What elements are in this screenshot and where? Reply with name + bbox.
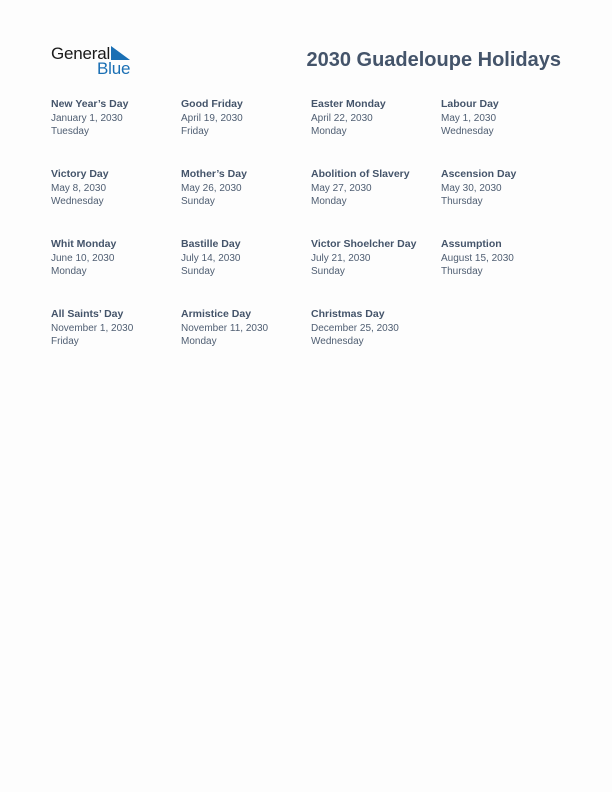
- holiday-item: [441, 168, 571, 238]
- holiday-weekday: Sunday: [181, 196, 215, 207]
- holiday-name: Assumption: [441, 238, 502, 250]
- holiday-weekday: Wednesday: [311, 336, 364, 347]
- holiday-item: [51, 238, 181, 308]
- holiday-name: Good Friday: [181, 98, 243, 110]
- holiday-item: [311, 168, 441, 238]
- holiday-name: Easter Monday: [311, 98, 386, 110]
- holiday-item: [181, 308, 311, 378]
- holiday-weekday: Wednesday: [441, 126, 494, 137]
- holiday-item: [51, 98, 181, 168]
- holiday-item: [311, 98, 441, 168]
- holiday-name: Bastille Day: [181, 238, 241, 250]
- holiday-date: July 21, 2030: [311, 252, 371, 264]
- holiday-date: August 15, 2030: [441, 252, 514, 264]
- holiday-item: [441, 238, 571, 308]
- holiday-name: Victory Day: [51, 168, 109, 180]
- holiday-item: [311, 308, 441, 378]
- holiday-date: June 10, 2030: [51, 252, 115, 264]
- holiday-name: Abolition of Slavery: [311, 168, 410, 180]
- holiday-date: April 22, 2030: [311, 112, 373, 124]
- holiday-weekday: Monday: [51, 266, 87, 277]
- holiday-item: [51, 168, 181, 238]
- holiday-item: [181, 98, 311, 168]
- holiday-item: [181, 168, 311, 238]
- holiday-weekday: Thursday: [441, 196, 483, 207]
- holiday-weekday: Monday: [181, 336, 217, 347]
- logo-word-blue: Blue: [97, 59, 131, 78]
- holiday-weekday: Sunday: [311, 266, 345, 277]
- holiday-date: December 25, 2030: [311, 322, 399, 334]
- holiday-name: All Saints’ Day: [51, 308, 124, 320]
- holiday-name: New Year’s Day: [51, 98, 129, 110]
- holiday-item: [181, 238, 311, 308]
- holiday-name: Armistice Day: [181, 308, 252, 320]
- holiday-item: [51, 308, 181, 378]
- holiday-weekday: Sunday: [181, 266, 215, 277]
- holiday-weekday: Friday: [51, 336, 79, 347]
- holiday-item: [441, 98, 571, 168]
- holiday-item: [311, 238, 441, 308]
- holiday-date: April 19, 2030: [181, 112, 243, 124]
- holiday-name: Christmas Day: [311, 308, 385, 320]
- holiday-weekday: Tuesday: [51, 126, 89, 137]
- holiday-date: May 8, 2030: [51, 182, 107, 194]
- logo: [51, 44, 141, 78]
- holiday-name: Mother’s Day: [181, 168, 247, 180]
- holiday-date: May 27, 2030: [311, 182, 372, 194]
- holiday-weekday: Thursday: [441, 266, 483, 277]
- holiday-weekday: Friday: [181, 126, 209, 137]
- logo-word-general: General: [51, 44, 111, 63]
- holiday-weekday: Wednesday: [51, 196, 104, 207]
- holiday-grid: [51, 98, 571, 378]
- holiday-weekday: Monday: [311, 126, 347, 137]
- holiday-name: Labour Day: [441, 98, 499, 110]
- holiday-date: November 11, 2030: [181, 322, 269, 334]
- holiday-date: May 26, 2030: [181, 182, 242, 194]
- holiday-date: January 1, 2030: [51, 112, 123, 124]
- holiday-name: Whit Monday: [51, 238, 117, 250]
- page-title: 2030 Guadeloupe Holidays: [306, 49, 561, 71]
- holiday-name: Ascension Day: [441, 168, 517, 180]
- logo-triangle-icon: [111, 46, 130, 60]
- holiday-date: May 1, 2030: [441, 112, 497, 124]
- holiday-date: July 14, 2030: [181, 252, 241, 264]
- holiday-date: May 30, 2030: [441, 182, 502, 194]
- holiday-date: November 1, 2030: [51, 322, 134, 334]
- holiday-weekday: Monday: [311, 196, 347, 207]
- holiday-name: Victor Shoelcher Day: [311, 238, 417, 250]
